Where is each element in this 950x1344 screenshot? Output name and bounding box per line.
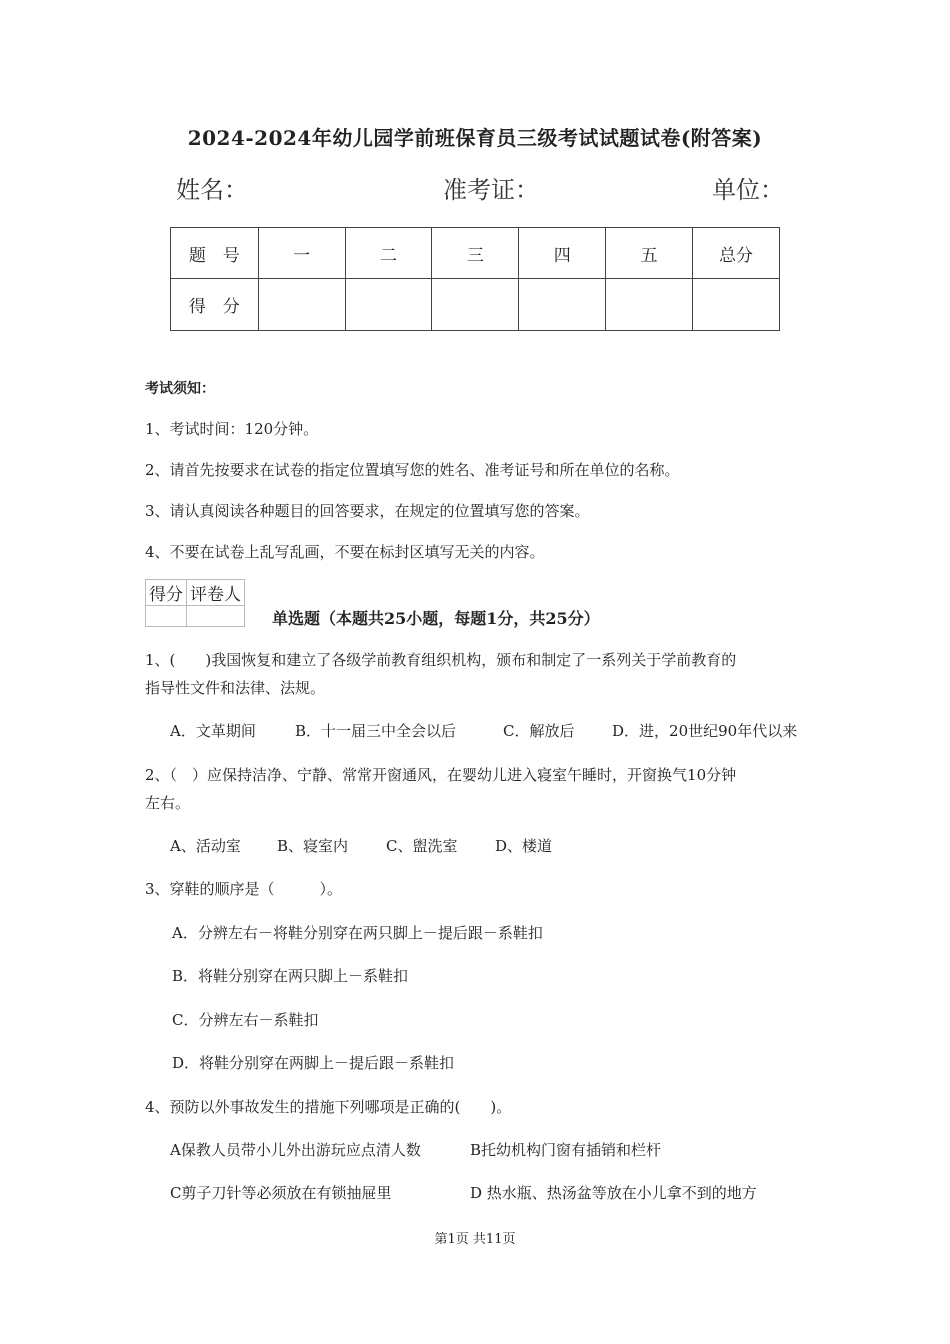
- row-label-cell: 得 分: [171, 279, 259, 331]
- q2-option-c: C、盥洗室: [386, 837, 458, 855]
- question-2-line-2: 左右。: [145, 794, 191, 812]
- q3-option-c: C．分辨左右－系鞋扣: [172, 1011, 319, 1029]
- question-2-line-1: 2、（ ）应保持洁净、宁静、常常开窗通风，在婴幼儿进入寝室午睡时，开窗换气10分钟: [145, 766, 737, 784]
- header-cell: 四: [519, 228, 606, 279]
- score-cell: [432, 279, 519, 331]
- q4-option-c: C剪子刀针等必须放在有锁抽屉里: [170, 1184, 392, 1202]
- question-4: 4、预防以外事故发生的措施下列哪项是正确的( )。: [145, 1098, 512, 1116]
- score-cell: [693, 279, 780, 331]
- page-footer: 第1页 共11页: [434, 1232, 516, 1247]
- exam-title: 2024-2024年幼儿园学前班保育员三级考试试题试卷(附答案): [187, 126, 763, 150]
- notice-item: 2、请首先按要求在试卷的指定位置填写您的姓名、准考证号和所在单位的名称。: [145, 461, 680, 479]
- score-table: [170, 227, 780, 331]
- header-cell: 总分: [693, 228, 780, 279]
- q3-option-a: A．分辨左右－将鞋分别穿在两只脚上－提后跟－系鞋扣: [172, 924, 543, 942]
- q1-option-d: D．进，20世纪90年代以来: [612, 722, 798, 740]
- unit-label: 单位：: [712, 176, 784, 204]
- name-label: 姓名：: [176, 176, 248, 204]
- score-cell: [258, 279, 345, 331]
- q4-option-d: D 热水瓶、热汤盆等放在小儿拿不到的地方: [470, 1184, 757, 1202]
- header-cell: 二: [345, 228, 432, 279]
- section-title: 单选题（本题共25小题，每题1分，共25分）: [272, 609, 600, 628]
- q3-option-d: D．将鞋分别穿在两脚上－提后跟－系鞋扣: [172, 1054, 455, 1072]
- score-table-score-row: [171, 279, 780, 331]
- q2-option-b: B、寝室内: [277, 837, 349, 855]
- notice-item: 4、不要在试卷上乱写乱画，不要在标封区填写无关的内容。: [145, 543, 545, 561]
- score-cell: [519, 279, 606, 331]
- q4-option-a: A保教人员带小儿外出游玩应点清人数: [170, 1141, 421, 1159]
- grader-score-cell: [146, 606, 187, 627]
- score-cell: [606, 279, 693, 331]
- header-cell: 一: [258, 228, 345, 279]
- question-1-line-2: 指导性文件和法律、法规。: [145, 679, 326, 697]
- q2-option-a: A、活动室: [170, 837, 241, 855]
- q1-option-a: A．文革期间: [170, 722, 256, 740]
- exam-id-label: 准考证：: [443, 176, 539, 204]
- grader-score-label: 得分: [146, 580, 187, 606]
- notice-heading: 考试须知：: [145, 381, 215, 397]
- grader-reviewer-label: 评卷人: [187, 580, 245, 606]
- notice-item: 3、请认真阅读各种题目的回答要求，在规定的位置填写您的答案。: [145, 502, 590, 520]
- q2-option-d: D、楼道: [495, 837, 553, 855]
- question-1-line-1: 1、( )我国恢复和建立了各级学前教育组织机构，颁布和制定了一系列关于学前教育的: [145, 651, 737, 669]
- header-cell: 三: [432, 228, 519, 279]
- grader-reviewer-cell: [187, 606, 245, 627]
- q1-option-b: B．十一届三中全会以后: [295, 722, 457, 740]
- score-table-header-row: [171, 228, 780, 279]
- header-cell: 五: [606, 228, 693, 279]
- grader-box: [145, 579, 245, 627]
- score-cell: [345, 279, 432, 331]
- q3-option-b: B．将鞋分别穿在两只脚上－系鞋扣: [172, 967, 409, 985]
- q4-option-b: B托幼机构门窗有插销和栏杆: [470, 1141, 662, 1159]
- question-3: 3、穿鞋的顺序是（ ）。: [145, 880, 343, 898]
- notice-item: 1、考试时间：120分钟。: [145, 420, 319, 438]
- header-cell: 题 号: [171, 228, 259, 279]
- q1-option-c: C．解放后: [503, 722, 575, 740]
